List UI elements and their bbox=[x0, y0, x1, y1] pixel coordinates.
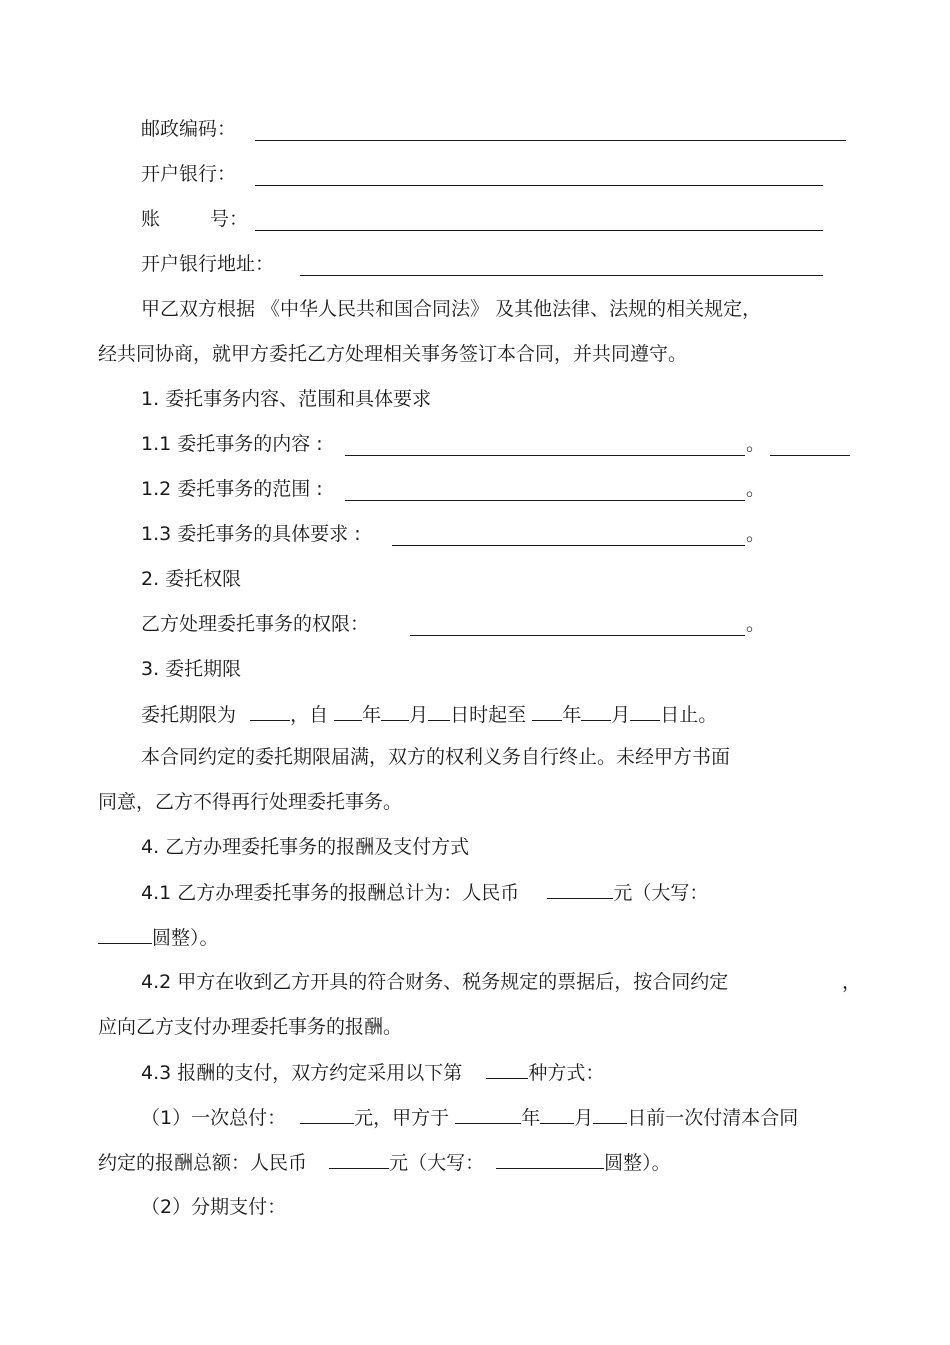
item-1-1-field[interactable] bbox=[345, 455, 745, 456]
option-1-line2-prefix: 约定的报酬总额：人民币 bbox=[98, 1152, 308, 1174]
item-1-1-period: 。 bbox=[746, 433, 766, 455]
option-1-row-2 bbox=[98, 1150, 671, 1174]
item-1-2-period: 。 bbox=[746, 478, 766, 500]
bank-row bbox=[141, 162, 236, 186]
term-row bbox=[141, 702, 717, 726]
option-2: （2）分期支付： bbox=[141, 1196, 287, 1218]
item-4-1-tail: 圆整）。 bbox=[152, 927, 219, 949]
term-start-month: 月 bbox=[409, 704, 429, 726]
postal-code-field[interactable] bbox=[255, 140, 846, 141]
item-4-2-line-1: 4.2 甲方在收到乙方开具的符合财务、税务规定的票据后，按合同约定 bbox=[141, 971, 729, 993]
option-1-year: 年 bbox=[521, 1107, 541, 1129]
term-day-from: 日时起至 bbox=[450, 704, 527, 726]
option-1-day-field[interactable] bbox=[593, 1105, 627, 1124]
term-end-month-field[interactable] bbox=[581, 702, 611, 721]
option-1-capital-field[interactable] bbox=[496, 1150, 604, 1169]
term-start-year-field[interactable] bbox=[334, 702, 362, 721]
authority-field[interactable] bbox=[410, 635, 745, 636]
item-4-3-choice-field[interactable] bbox=[486, 1060, 528, 1079]
term-start-month-field[interactable] bbox=[381, 702, 409, 721]
account-label-1: 账 bbox=[141, 208, 161, 230]
item-1-2-field[interactable] bbox=[345, 500, 745, 501]
expiry-line-2: 同意，乙方不得再行处理委托事务。 bbox=[98, 791, 403, 813]
option-1-amount-field[interactable] bbox=[300, 1105, 354, 1124]
term-length-field[interactable] bbox=[250, 702, 290, 721]
item-4-1-row-2 bbox=[98, 925, 219, 949]
option-1-total-field[interactable] bbox=[329, 1150, 389, 1169]
bank-address-field[interactable] bbox=[300, 275, 823, 276]
item-1-2-label: 1.2 委托事务的范围 : bbox=[141, 478, 323, 500]
bank-field[interactable] bbox=[255, 185, 823, 186]
postal-code-label: 邮政编码： bbox=[141, 118, 237, 140]
preamble-line-2: 经共同协商，就甲方委托乙方处理相关事务签订本合同，并共同遵守。 bbox=[98, 343, 688, 365]
option-1-yuan: 元，甲方于 bbox=[354, 1107, 450, 1129]
item-4-2-line-2: 应向乙方支付办理委托事务的报酬。 bbox=[98, 1016, 403, 1038]
bank-address-label: 开户银行地址： bbox=[141, 253, 275, 275]
authority-label: 乙方处理委托事务的权限： bbox=[141, 613, 370, 635]
bank-address-row bbox=[141, 252, 274, 276]
item-4-1-text: 4.1 乙方办理委托事务的报酬总计为：人民币 bbox=[141, 882, 520, 904]
option-1-month: 月 bbox=[574, 1107, 594, 1129]
option-1-line2-yuan: 元（大写： bbox=[389, 1152, 485, 1174]
account-field[interactable] bbox=[255, 230, 823, 231]
section-1-heading: 1. 委托事务内容、范围和具体要求 bbox=[141, 388, 432, 410]
item-1-1-extra-field[interactable] bbox=[770, 455, 850, 456]
item-1-3-label: 1.3 委托事务的具体要求 : bbox=[141, 523, 361, 545]
term-start-year: 年 bbox=[362, 704, 382, 726]
authority-period: 。 bbox=[746, 613, 766, 635]
term-end-month: 月 bbox=[611, 704, 631, 726]
term-prefix: 委托期限为 bbox=[141, 704, 237, 726]
bank-label: 开户银行： bbox=[141, 163, 237, 185]
item-4-2-comma: ， bbox=[842, 971, 862, 993]
preamble-line-1: 甲乙双方根据 《中华人民共和国合同法》 及其他法律、法规的相关规定， bbox=[141, 298, 762, 320]
item-4-3-tail: 种方式： bbox=[528, 1062, 605, 1084]
term-start-day-field[interactable] bbox=[428, 702, 450, 721]
item-4-1-yuan: 元（大写： bbox=[613, 882, 709, 904]
option-1-line2-tail: 圆整）。 bbox=[604, 1152, 671, 1174]
account-row bbox=[141, 207, 160, 231]
item-4-1-amount-field[interactable] bbox=[547, 880, 613, 899]
term-from: ，自 bbox=[290, 704, 329, 726]
account-label-2: 号： bbox=[210, 208, 249, 230]
item-4-3-text: 4.3 报酬的支付，双方约定采用以下第 bbox=[141, 1062, 463, 1084]
term-end-year-field[interactable] bbox=[532, 702, 562, 721]
term-day-end: 日止。 bbox=[660, 704, 718, 726]
option-1-year-field[interactable] bbox=[455, 1105, 521, 1124]
item-1-3-field[interactable] bbox=[392, 545, 745, 546]
option-1-prefix: （1）一次总付： bbox=[141, 1107, 287, 1129]
item-4-1-capital-field[interactable] bbox=[98, 925, 152, 944]
option-1-month-field[interactable] bbox=[540, 1105, 574, 1124]
postal-code-row bbox=[141, 117, 236, 141]
item-1-1-label: 1.1 委托事务的内容 : bbox=[141, 433, 323, 455]
item-4-1-row bbox=[141, 880, 708, 904]
item-4-3-row bbox=[141, 1060, 604, 1084]
option-1-tail: 日前一次付清本合同 bbox=[627, 1107, 799, 1129]
item-1-3-period: 。 bbox=[746, 523, 766, 545]
expiry-line-1: 本合同约定的委托期限届满，双方的权利义务自行终止。未经甲方书面 bbox=[141, 746, 731, 768]
section-4-heading: 4. 乙方办理委托事务的报酬及支付方式 bbox=[141, 836, 470, 858]
section-2-heading: 2. 委托权限 bbox=[141, 568, 242, 590]
term-end-year: 年 bbox=[562, 704, 582, 726]
section-3-heading: 3. 委托期限 bbox=[141, 658, 242, 680]
account-row-2 bbox=[210, 207, 248, 231]
term-end-day-field[interactable] bbox=[630, 702, 660, 721]
option-1-row bbox=[141, 1105, 798, 1129]
